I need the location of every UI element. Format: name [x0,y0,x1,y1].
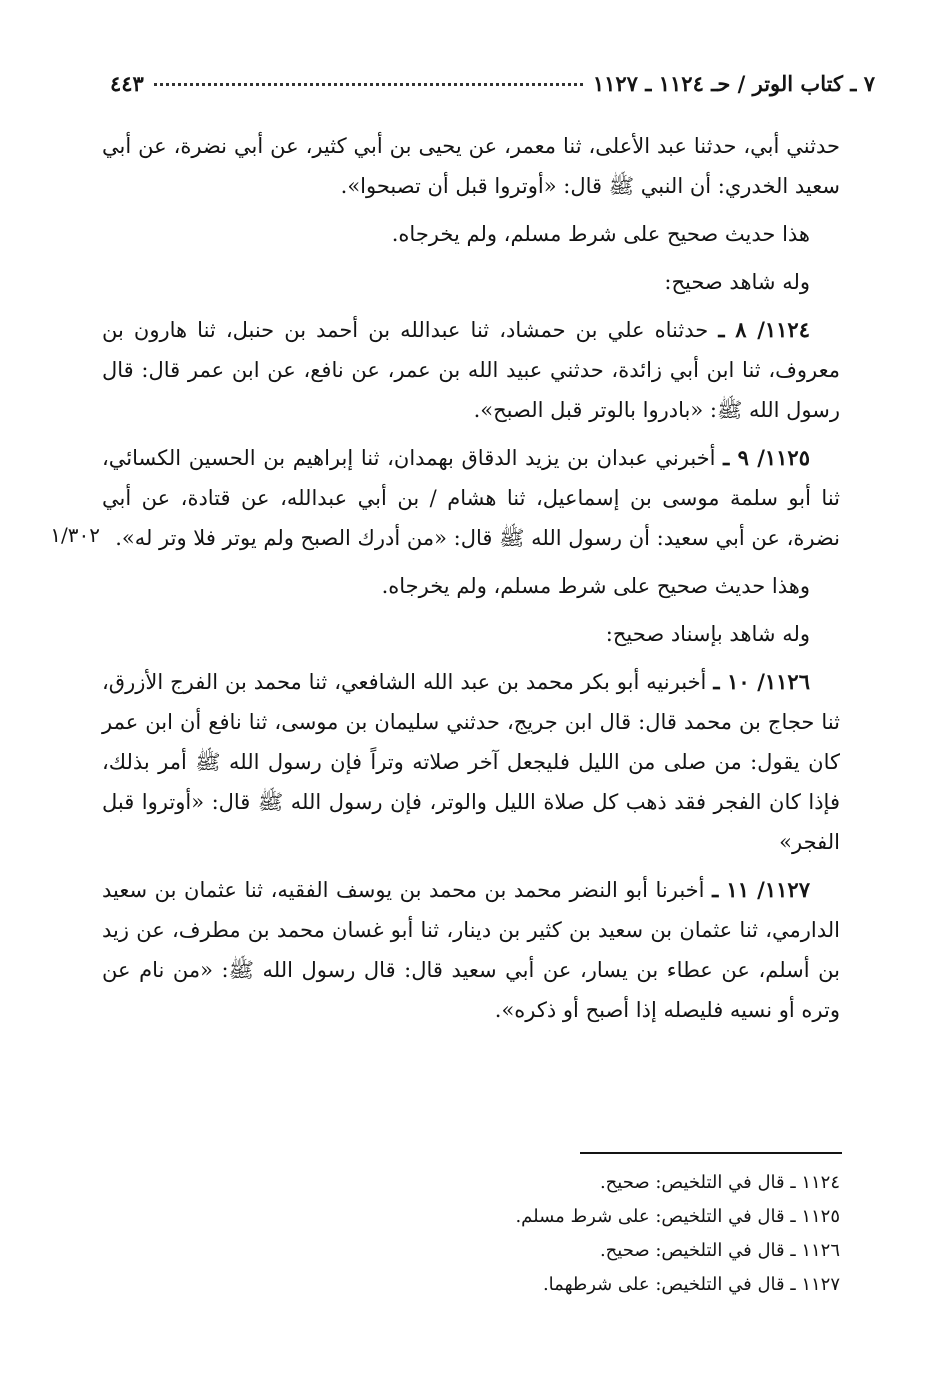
hadith-1127 [102,870,840,1030]
footnote-separator [580,1152,842,1154]
main-text [102,126,840,1038]
margin-volume-page-reference: ١/٣٠٢ [50,523,100,547]
hadith-text-1124: حدثناه علي بن حمشاد، ثنا عبدالله بن أحمد بن حنبل، ثنا هارون بن معروف، ثنا ابن أبي زائدة، حدثني عبيد الله بن عمر، عن نافع، عن ابن عمر قال: قال رسول الله ﷺ: «بادروا بالوتر قبل الصبح». [102,318,840,422]
hadith-text-1126: أخبرنيه أبو بكر محمد بن عبد الله الشافعي، ثنا محمد بن الفرج الأزرق، ثنا حجاج بن محمد قال: قال ابن جريج، حدثني سليمان بن موسى، ثنا نافع أن ابن عمر كان يقول: من صلى من الليل فليجعل آخر صلاته وتراً فإن رسول الله ﷺ أمر بذلك، فإذا كان الفجر فقد ذهب كل صلاة الليل والوتر، فإن رسول الله ﷺ قال: «أوتروا قبل الفجر» [102,670,840,854]
footnotes [102,1166,840,1302]
paragraph-grading-2: وهذا حديث صحيح على شرط مسلم، ولم يخرجاه. [381,574,810,598]
running-title: ٧ ـ كتاب الوتر / حـ ١١٢٤ ـ ١١٢٧ [592,70,875,96]
hadith-number-1125: ١١٢٥/ ٩ ـ [723,445,810,470]
hadith-text-1127: أخبرنا أبو النضر محمد بن محمد بن يوسف الفقيه، ثنا عثمان بن سعيد الدارمي، ثنا عثمان بن سعيد بن كثير بن دينار، ثنا أبو غسان محمد بن مطرف، عن زيد بن أسلم، عن عطاء بن يسار، عن أبي سعيد قال: قال رسول الله ﷺ: «من نام عن وتره أو نسيه فليصله إذا أصبح أو ذكره». [102,878,840,1022]
footnote-1125: ١١٢٥ ـ قال في التلخيص: على شرط مسلم. [515,1206,840,1227]
paragraph-grading-1: هذا حديث صحيح على شرط مسلم، ولم يخرجاه. [391,222,810,246]
footnote-1126: ١١٢٦ ـ قال في التلخيص: صحيح. [599,1240,840,1261]
hadith-1125 [102,438,840,558]
hadith-number-1124: ١١٢٤/ ٨ ـ [718,317,810,342]
hadith-text-1125: أخبرني عبدان بن يزيد الدقاق بهمدان، ثنا إبراهيم بن الحسين الكسائي، ثنا أبو سلمة موسى بن إسماعيل، ثنا هشام / بن أبي عبدالله، عن قتادة، عن أبي نضرة، عن أبي سعيد: أن رسول الله ﷺ قال: «من أدرك الصبح ولم يوتر فلا وتر له». [102,446,840,550]
footnote-1127: ١١٢٧ ـ قال في التلخيص: على شرطهما. [542,1274,840,1295]
paragraph-witness-1: وله شاهد صحيح: [664,270,810,294]
hadith-number-1126: ١١٢٦/ ١٠ ـ [713,669,810,694]
page-header [110,64,875,102]
paragraph-witness-2: وله شاهد بإسناد صحيح: [605,622,810,646]
hadith-1124 [102,310,840,430]
paragraph-continuation: حدثني أبي، حدثنا عبد الأعلى، ثنا معمر، عن يحيى بن أبي كثير، عن أبي نضرة، عن أبي سعيد الخدري: أن النبي ﷺ قال: «أوتروا قبل أن تصبحوا». [102,134,840,198]
hadith-number-1127: ١١٢٧/ ١١ ـ [712,877,810,902]
hadith-1126 [102,662,840,862]
page-number: ٤٤٣ [110,70,144,96]
footnote-1124: ١١٢٤ ـ قال في التلخيص: صحيح. [599,1172,840,1193]
header-dotted-leader [154,81,583,86]
